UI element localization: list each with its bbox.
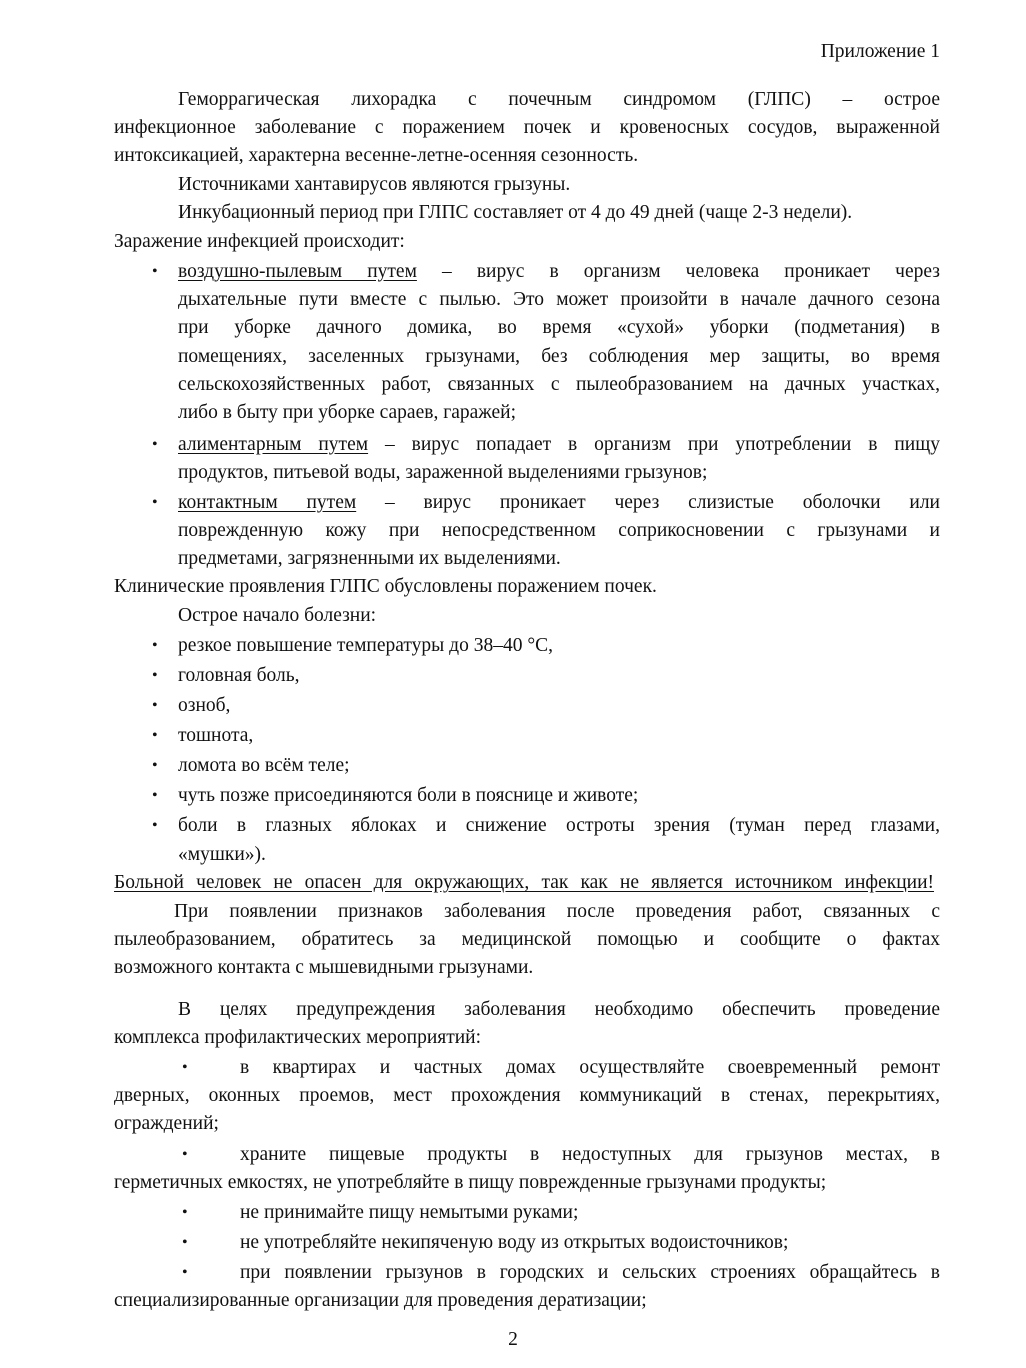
bullet-icon: • [152,494,158,511]
transmission-item: алиментарным путем – вирус попадает в организм при употреблении в пищу [178,434,940,455]
clinical-intro: Клинические проявления ГЛПС обусловлены поражением почек. [114,576,657,597]
transmission-term: алиментарным путем [178,434,369,455]
symptom-item: озноб, [178,695,231,716]
transmission-term: контактным путем [178,492,357,513]
transmission-line: сельскохозяйственных работ, связанных с пылеобразованием на дачных участках, [178,374,940,395]
symptom-item-cont: «мушки»). [178,844,266,865]
page-number: 2 [508,1329,518,1350]
incubation-text: Инкубационный период при ГЛПС составляет от 4 до 49 дней (чаще 2-3 недели). [178,202,853,223]
bullet-icon: • [152,757,158,774]
prevention-item-line: ограждений; [114,1113,219,1134]
transmission-line: предметами, загрязненными их выделениями. [178,548,561,569]
symptom-item: головная боль, [178,665,300,686]
symptom-item: резкое повышение температуры до 38–40 °С, [178,635,554,656]
bullet-icon: • [152,787,158,804]
symptom-item: чуть позже присоединяются боли в пояснице и животе; [178,785,639,806]
symptom-item: тошнота, [178,725,254,746]
prevention-item: храните пищевые продукты в недоступных для грызунов местах, в [240,1144,940,1165]
prevention-item: при появлении грызунов в городских и сельских строениях обращайтесь в [240,1262,940,1283]
prevention-intro: В целях предупреждения заболевания необходимо обеспечить проведение [178,999,940,1020]
intro-line: интоксикацией, характерна весенне-летне-осенняя сезонность. [114,145,639,166]
bullet-icon: • [152,727,158,744]
transmission-term: воздушно-пылевым путем [178,261,417,282]
transmission-item: воздушно-пылевым путем – вирус в организм человека проникает через [178,261,940,282]
intro-line: Геморрагическая лихорадка с почечным синдромом (ГЛПС) – острое [178,89,940,110]
bullet-icon: • [152,667,158,684]
bullet-icon: • [182,1059,188,1076]
bullet-icon: • [152,436,158,453]
bullet-icon: • [152,263,158,280]
intro-line: инфекционное заболевание с поражением почек и кровеносных сосудов, выраженной [114,117,940,138]
bullet-icon: • [182,1264,188,1281]
bullet-icon: • [152,817,158,834]
transmission-line: поврежденную кожу при непосредственном соприкосновении с грызунами и [178,520,940,541]
symptom-item: боли в глазных яблоках и снижение остроты зрения (туман перед глазами, [178,815,940,836]
bullet-icon: • [182,1146,188,1163]
bullet-icon: • [182,1204,188,1221]
bullet-icon: • [182,1234,188,1251]
advice-line: возможного контакта с мышевидными грызунами. [114,957,534,978]
transmission-line: продуктов, питьевой воды, зараженной выделениями грызунов; [178,462,708,483]
warning-text: Больной человек не опасен для окружающих, так как не является источником инфекции! [114,872,934,893]
sources-text: Источниками хантавирусов являются грызуны. [178,174,571,195]
prevention-item-line: дверных, оконных проемов, мест прохождения коммуникаций в стенах, перекрытиях, [114,1085,940,1106]
transmission-line: либо в быту при уборке сараев, гаражей; [178,402,516,423]
onset-heading: Острое начало болезни: [178,605,377,626]
prevention-item: в квартирах и частных домах осуществляйте своевременный ремонт [240,1057,940,1078]
prevention-item: не принимайте пищу немытыми руками; [240,1202,579,1223]
prevention-item-line: герметичных емкостях, не употребляйте в пищу поврежденные грызунами продукты; [114,1172,827,1193]
bullet-icon: • [152,697,158,714]
prevention-item-line: специализированные организации для проведения дератизации; [114,1290,647,1311]
transmission-line: дыхательные пути вместе с пылью. Это может произойти в начале дачного сезона [178,289,940,310]
transmission-line: при уборке дачного домика, во время «сухой» уборки (подметания) в [178,317,940,338]
bullet-icon: • [152,637,158,654]
symptom-item: ломота во всём теле; [178,755,350,776]
prevention-item: не употребляйте некипяченую воду из открытых водоисточников; [240,1232,789,1253]
advice-line: пылеобразованием, обратитесь за медицинской помощью и сообщите о фактах [114,929,940,950]
appendix-label: Приложение 1 [820,41,940,62]
infection-intro: Заражение инфекцией происходит: [114,231,405,252]
transmission-line: помещениях, заселенных грызунами, без соблюдения мер защиты, во время [178,346,940,367]
advice-line: При появлении признаков заболевания после проведения работ, связанных с [174,901,940,922]
transmission-item: контактным путем – вирус проникает через слизистые оболочки или [178,492,940,513]
prevention-intro: комплекса профилактических мероприятий: [114,1027,482,1048]
